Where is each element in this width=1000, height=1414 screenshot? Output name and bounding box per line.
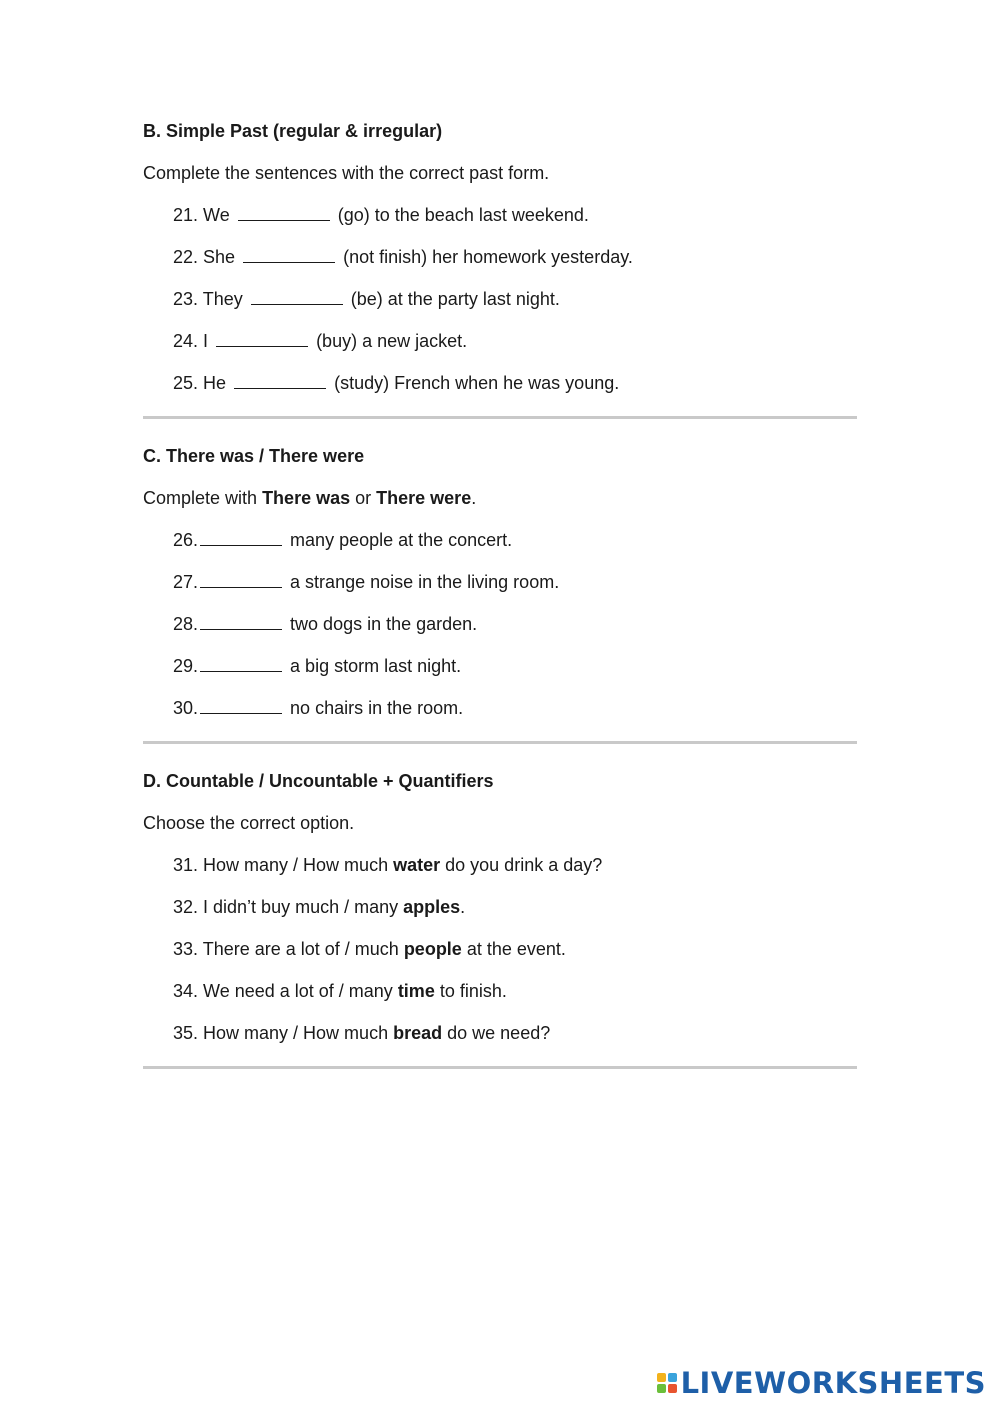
- exercise-list: [143, 852, 857, 1046]
- exercise-item[interactable]: 35. How many / How much bread do we need?: [173, 1023, 551, 1043]
- logo-text: LIVEWORKSHEETS: [680, 1366, 986, 1400]
- liveworksheets-logo: [657, 1366, 986, 1400]
- exercise-item[interactable]: 32. I didn’t buy much / many apples.: [173, 897, 466, 917]
- section-title: D. Countable / Uncountable + Quantifiers: [143, 771, 494, 791]
- exercise-item: 27. a strange noise in the living room.: [173, 572, 560, 592]
- answer-blank[interactable]: [200, 613, 282, 630]
- exercise-list: [143, 202, 857, 396]
- exercise-item: 21. We (go) to the beach last weekend.: [173, 205, 589, 225]
- exercise-item: 30. no chairs in the room.: [173, 698, 464, 718]
- section-there-was-were: [143, 443, 857, 721]
- exercise-item[interactable]: 34. We need a lot of / many time to finish.: [173, 981, 507, 1001]
- answer-blank[interactable]: [200, 655, 282, 672]
- section-simple-past: [143, 118, 857, 396]
- exercise-item: 22. She (not finish) her homework yesterday.: [173, 247, 633, 267]
- exercise-item: 28. two dogs in the garden.: [173, 614, 478, 634]
- answer-blank[interactable]: [200, 571, 282, 588]
- section-instruction: Choose the correct option.: [143, 813, 355, 833]
- answer-blank[interactable]: [243, 246, 335, 263]
- section-divider: [143, 1066, 857, 1069]
- exercise-item: 26. many people at the concert.: [173, 530, 513, 550]
- section-divider: [143, 416, 857, 419]
- answer-blank[interactable]: [216, 330, 308, 347]
- answer-blank[interactable]: [238, 204, 330, 221]
- section-title: C. There was / There were: [143, 446, 365, 466]
- exercise-item[interactable]: 33. There are a lot of / much people at the event.: [173, 939, 566, 959]
- answer-blank[interactable]: [200, 697, 282, 714]
- section-instruction: Complete the sentences with the correct past form.: [143, 163, 550, 183]
- worksheet-page: [143, 118, 857, 1093]
- section-instruction: Complete with There was or There were.: [143, 488, 477, 508]
- exercise-item: 25. He (study) French when he was young.: [173, 373, 620, 393]
- exercise-item: 24. I (buy) a new jacket.: [173, 331, 468, 351]
- exercise-list: [143, 527, 857, 721]
- exercise-item[interactable]: 31. How many / How much water do you drink a day?: [173, 855, 603, 875]
- answer-blank[interactable]: [200, 529, 282, 546]
- section-quantifiers: [143, 768, 857, 1046]
- exercise-item: 23. They (be) at the party last night.: [173, 289, 560, 309]
- liveworksheets-logo-icon: [657, 1373, 677, 1393]
- section-title: B. Simple Past (regular & irregular): [143, 121, 443, 141]
- section-divider: [143, 741, 857, 744]
- exercise-item: 29. a big storm last night.: [173, 656, 462, 676]
- answer-blank[interactable]: [234, 372, 326, 389]
- answer-blank[interactable]: [251, 288, 343, 305]
